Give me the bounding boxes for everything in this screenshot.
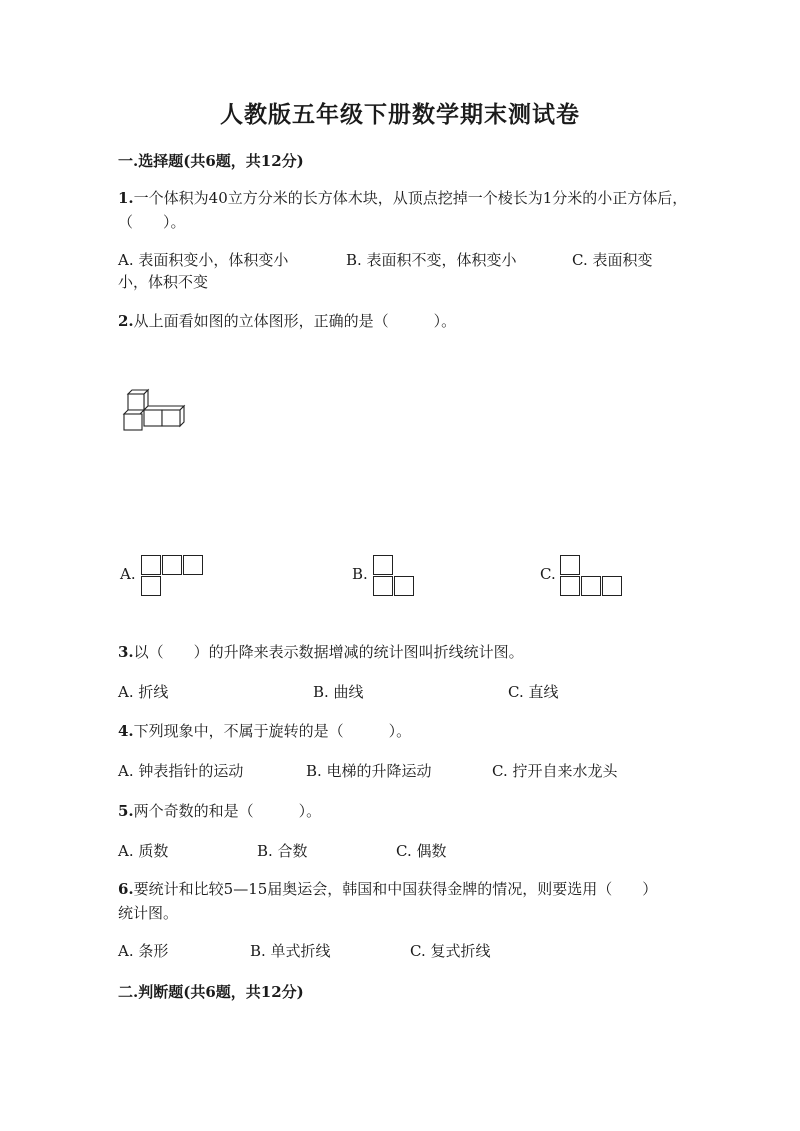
question-1 [118,186,688,234]
question-number: 3. [118,643,134,661]
question-number: 5. [118,802,134,820]
question-text: 一个体积为40立方分米的长方体木块，从顶点挖掉一个棱长为1分米的小正方体后，（ ）。 [118,189,688,231]
question-4 [118,719,688,743]
option-b: B. 表面积不变，体积变小 [346,251,517,269]
question-number: 1. [118,189,134,207]
option-c-continued: 小，体积不变 [118,273,209,291]
question-text: 从上面看如图的立体图形，正确的是（ ）。 [133,312,457,330]
option-a: A. [120,565,136,583]
question-number: 2. [118,312,134,330]
question-6 [118,877,658,925]
option-c: C. [540,565,556,583]
option-b: B. 单式折线 [250,942,331,960]
option-b: B. 电梯的升降运动 [306,762,432,780]
option-a: A. 质数 [118,842,169,860]
option-c-figure [560,555,624,598]
solid-figure-3d [118,380,190,436]
question-number: 6. [118,880,134,898]
page-title: 人教版五年级下册数学期末测试卷 [220,101,580,128]
option-c: C. 直线 [508,683,559,701]
question-number: 4. [118,722,134,740]
option-c: C. 拧开自来水龙头 [492,762,618,780]
option-b: B. 合数 [257,842,308,860]
option-a: A. 表面积变小，体积变小 [118,251,289,269]
question-text: 以（ ）的升降来表示数据增减的统计图叫折线统计图。 [133,643,524,661]
question-text: 要统计和比较5—15届奥运会，韩国和中国获得金牌的情况，则要选用（ ）统计图。 [118,880,658,922]
option-c: C. 偶数 [396,842,447,860]
option-b: B. 曲线 [313,683,364,701]
option-a: A. 折线 [118,683,169,701]
question-3 [118,640,688,664]
section-heading-judgement: 二.判断题(共6题，共12分) [118,983,304,1001]
question-5 [118,799,688,823]
question-text: 下列现象中，不属于旋转的是（ ）。 [133,722,412,740]
option-a: A. 钟表指针的运动 [118,762,244,780]
option-c: C. 表面积变 [572,251,653,269]
option-c: C. 复式折线 [410,942,491,960]
question-2 [118,309,688,333]
option-b-figure [373,555,416,598]
question-text: 两个奇数的和是（ ）。 [133,802,322,820]
option-a-figure [141,555,205,598]
section-heading-choice: 一.选择题(共6题，共12分) [118,152,304,170]
option-a: A. 条形 [118,942,169,960]
option-b: B. [352,565,368,583]
